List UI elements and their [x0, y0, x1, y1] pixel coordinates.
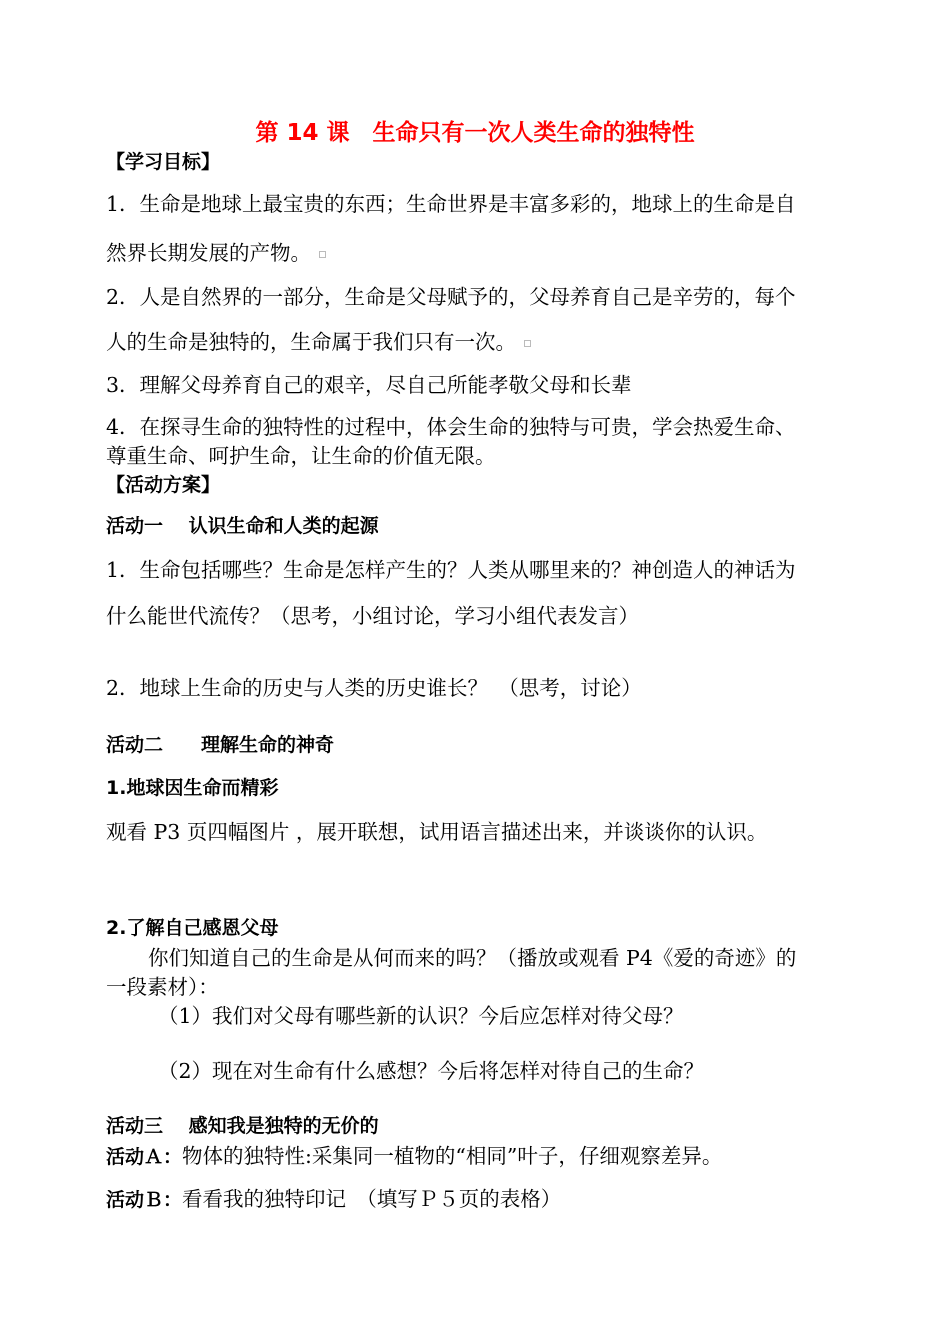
goal-1-line-2: 然界长期发展的产物。: [106, 241, 311, 265]
activity-1-question-1-line-2: 什么能世代流传？（思考，小组讨论，学习小组代表发言）: [106, 604, 639, 628]
activity-2-question-2: （2）现在对生命有什么感想？今后将怎样对待自己的生命？: [158, 1059, 705, 1083]
activity-3-item-a-text: 物体的独特性:采集同一植物的“相同”叶子，仔细观察差异。: [182, 1144, 723, 1168]
activity-3-item-b-label: 活动Ｂ：: [106, 1189, 183, 1211]
activity-2-text-1: 观看 P3 页四幅图片 ，展开联想，试用语言描述出来，并谈谈你的认识。: [106, 820, 768, 844]
activity-2-subtitle-2: 2.了解自己感恩父母: [106, 917, 279, 939]
activity-2-text-2-line-1: 你们知道自己的生命是从何而来的吗？（播放或观看 P4《爱的奇迹》的: [148, 946, 797, 970]
goal-3: 3．理解父母养育自己的艰辛，尽自己所能孝敬父母和长辈: [106, 373, 632, 397]
activity-3-item-b-text: 看看我的独特印记 （填写Ｐ５页的表格）: [182, 1187, 562, 1211]
goal-2-line-2: 人的生命是独特的，生命属于我们只有一次。: [106, 330, 516, 354]
activity-2-question-1: （1）我们对父母有哪些新的认识？今后应怎样对待父母？: [158, 1004, 684, 1028]
goal-4-line-2: 尊重生命、呵护生命，让生命的价值无限。: [106, 444, 496, 468]
goal-2-line-1: 2．人是自然界的一部分，生命是父母赋予的，父母养育自己是辛劳的，每个: [106, 285, 796, 309]
activity-2-title: 活动二 理解生命的神奇: [106, 734, 335, 756]
goal-1-line-1: 1．生命是地球上最宝贵的东西；生命世界是丰富多彩的，地球上的生命是自: [106, 192, 796, 216]
activity-2-text-2-line-2: 一段素材）：: [106, 975, 219, 999]
activity-3-title: 活动三 感知我是独特的无价的: [106, 1115, 379, 1137]
goal-1-line-2-wrap: [106, 240, 326, 266]
activity-3-item-a-label: 活动Ａ：: [106, 1146, 183, 1168]
activity-3-item-b: [106, 1186, 561, 1213]
goal-2-line-2-wrap: [106, 329, 531, 355]
goal-4-line-1: 4．在探寻生命的独特性的过程中，体会生命的独特与可贵，学会热爱生命、: [106, 415, 796, 439]
section-heading-plan: 【活动方案】: [106, 474, 221, 496]
activity-3-item-a: [106, 1143, 722, 1170]
anchor-mark-icon: [319, 251, 326, 258]
section-heading-goals: 【学习目标】: [106, 151, 221, 173]
activity-1-question-1-line-1: 1．生命包括哪些？生命是怎样产生的？人类从哪里来的？神创造人的神话为: [106, 558, 796, 582]
page-title: 第 14 课 生命只有一次人类生命的独特性: [255, 120, 695, 146]
activity-1-title: 活动一 认识生命和人类的起源: [106, 515, 379, 537]
activity-2-subtitle-1: 1.地球因生命而精彩: [106, 777, 279, 799]
activity-1-question-2: 2．地球上生命的历史与人类的历史谁长？ （思考，讨论）: [106, 676, 642, 700]
anchor-mark-icon: [524, 340, 531, 347]
